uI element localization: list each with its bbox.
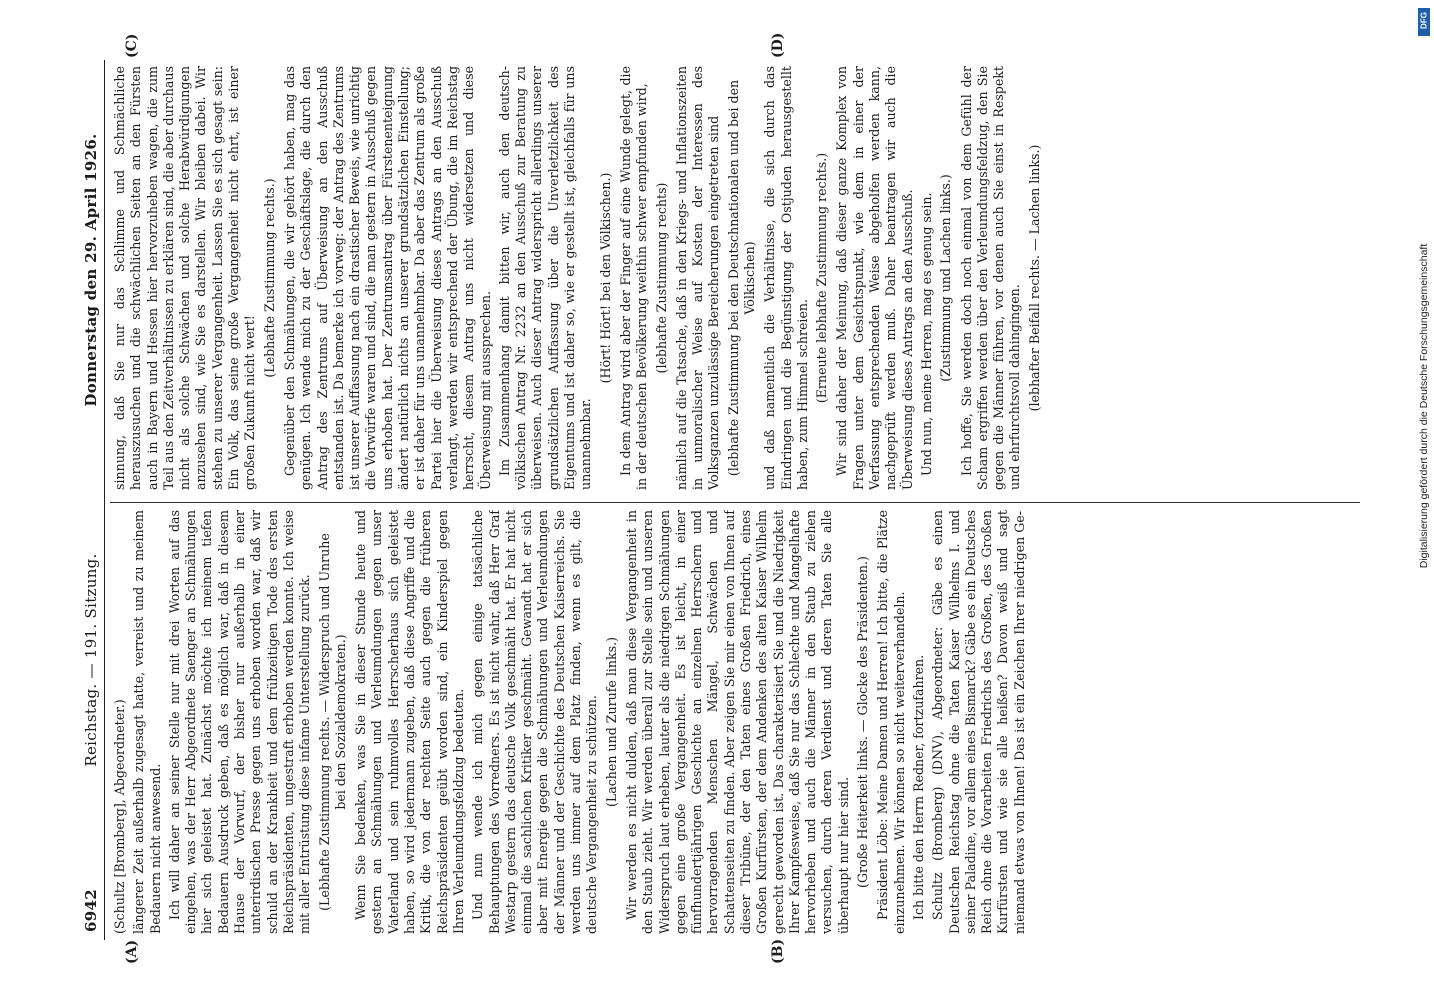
paragraph: nämlich auf die Tatsache, daß in den Kriegs- und Inflationszeiten in unmoralischer Weise auf Kosten der Interessen des Volksganzen unzulässige Bereicherungen eingetreten sind xyxy=(673,66,722,490)
paragraph: Präsident Löbe: Meine Damen und Herren! Ich bitte, die Plätze einzunehmen. Wir können so nicht weiterverhandeln. xyxy=(875,510,907,934)
paragraph: Gegenüber den Schmähungen, die wir gehört haben, mag das genügen. Ich wende mich zu der Geschäftslage, die durch den Antrag des Zentrums auf Überweisung an den Ausschuß entstanden ist. Da bemerke ich vorweg: der Antrag des Zentrums ist unserer Auffassung nach ein drastischer Beweis, wie unrichtig die Vorwürfe waren und sind, die man gestern in Ausschuß gegen uns erhoben hat. Der Zentrumsantrag über Fürstenenteignung ändert natürlich nichts an unserer grundsätzlichen Einstellung; er ist daher für uns unannehmbar. Da aber das Zentrum als große Partei hier die Überweisung dieses Antrags an den Ausschuß verlangt, werden wir entsprechend der Übung, die im Reichstag herrscht, diesem Antrag uns nicht widersetzen und diese Überweisung mit aussprechen. xyxy=(281,66,493,490)
margin-marker-a: (A) xyxy=(124,939,140,964)
paragraph: Im Zusammenhang damit bitten wir, auch den deutsch-völkischen Antrag Nr. 2232 an den Ausschuß zur Beratung zu überweisen. Auch dieser Antrag widerspricht allerdings unserer grundsätzlichen Auffassung über die Unverletzlichkeit des Eigentums und ist daher so, wie er gestellt ist, gleichfalls für uns unannehmbar. xyxy=(496,66,594,490)
margin-marker-c: (C) xyxy=(124,33,140,58)
paragraph: Wir sind daher der Meinung, daß dieser ganze Komplex von Fragen unter dem Gesichtspunkt, wie dem in einer der Verfassung entsprechenden Weise abgeholfen werden kann, nachgeprüft werden muß. Daher beantragen wir auch die Überweisung dieses Antrags an den Ausschuß. xyxy=(834,66,915,490)
paragraph: Und nun, meine Herren, mag es genug sein. xyxy=(918,192,934,476)
paragraph: Ich hoffe, Sie werden doch noch einmal von dem Gefühl der Scham ergriffen werden über den Verleumdungsfeldzug, den Sie gegen die Männer führen, vor denen auch Sie einst in Respekt und ehrfurchtsvoll dahingingen. xyxy=(958,66,1023,490)
paragraph: In dem Antrag wird aber der Finger auf eine Wunde gelegt, die in der deutschen Bevölkerung weithin schwer empfunden wird, xyxy=(617,66,650,490)
stage-direction: (lebhafte Zustimmung rechts) xyxy=(653,182,669,374)
stage-direction: (Hört! Hört! bei den Völkischen.) xyxy=(597,172,613,384)
paragraph: Und nun wende ich mich gegen einige tatsächliche Behauptungen des Vorredners. Es ist nicht wahr, daß Herr Graf Westarp gestern das deutsche Volk geschmäht hat. Er hat nicht einmal die sachlichen Kritiker geschmäht. Gewandt hat er sich aber mit Energie gegen die Schmähungen und Verleumdungen der Männer und der Geschichte des Deutschen Kaiserreichs. Sie werden uns immer auf dem Platz finden, wenn es gilt, die deutsche Vergangenheit zu schützen. xyxy=(470,510,600,934)
stage-direction: (Erneute lebhafte Zustimmung rechts.) xyxy=(814,152,830,404)
paragraph: Ich bitte den Herrn Redner, fortzufahren. xyxy=(910,654,926,920)
stage-direction: (Lebhafte Zustimmung rechts.) xyxy=(261,178,277,378)
margin-marker-d: (D) xyxy=(770,32,786,58)
document-page xyxy=(80,32,1370,964)
stage-direction: (Große Heiterkeit links. — Glocke des Präsidenten.) xyxy=(855,556,871,888)
rotated-page-content xyxy=(80,32,1370,964)
column-divider xyxy=(110,502,1360,503)
margin-marker-b: (B) xyxy=(770,938,786,964)
paragraph: Wir werden es nicht dulden, daß man diese Vergangenheit in den Staub zieht. Wir werden überall zur Stelle sein und unseren Widerspruch laut erheben, lauter als die niedrigen Schmähungen gegen eine große Vergangenheit. Es ist leicht, in einer fünfhundertjährigen Geschichte an einzelnen Herrschern und hervorragenden Menschen Mängel, Schwächen und Schattenseiten zu finden. Aber zeigen Sie mir einen von Ihnen auf dieser Tribüne, der den Taten eines Großen Friedrich, eines Großen Kurfürsten, der dem Andenken des alten Kaiser Wilhelm gerecht geworden ist. Das charakterisiert Sie und die Niedrigkeit Ihrer Kampfesweise, daß Sie nur das Schlechte und Mangelhafte hervorheben und auch die Männer in den Staub zu ziehen versuchen, durch deren Verdienst und deren Taten Sie alle überhaupt nur hier sind. xyxy=(623,510,851,934)
paragraph: Ich will daher an seiner Stelle nur mit drei Worten auf das eingehen, was der Herr Abgeordnete Saenger an Schmähungen hier sich geleistet hat. Zunächst möchte ich meinem tiefen Bedauern Ausdruck geben, daß es möglich war, daß in diesem Hause der Vorwurf, der bisher nur außerhalb in einer unterirdischen Presse gegen uns erhoben worden war, daß wir schuld an der Krankheit und dem frühzeitigen Tode des ersten Reichspräsidenten, ungestraft erhoben werden konnte. Ich weise mit aller Entrüstung diese infame Unterstellung zurück. xyxy=(166,510,313,934)
stage-direction: (lebhafter Beifall rechts. — Lachen links.) xyxy=(1026,144,1042,412)
paragraph: längerer Zeit außerhalb zugesagt hatte, verreist und zu meinem Bedauern nicht anwesend. xyxy=(131,510,163,934)
page-number: 6942 xyxy=(82,889,100,932)
stage-direction: (lebhafte Zustimmung bei den Deutschnationalen und bei den Völkischen) xyxy=(725,79,757,477)
paragraph: Schultz (Bromberg) (DNV), Abgeordneter: Gäbe es einen Deutschen Reichstag ohne die Taten Kaiser Wilhelms I. und seiner Paladine, vor allem eines Bismarck? Gäbe es ein Deutsches Reich ohne die Vorarbeiten Friedrichs des Großen, des Großen Kurfürsten und wie sie alle heißen? Davon weiß und sagt niemand etwas von Ihnen! Das ist ein Zeichen Ihrer niedrigen Ge- xyxy=(930,510,1027,934)
right-column xyxy=(112,66,1362,490)
stage-direction: (Zustimmung und Lachen links.) xyxy=(938,174,954,382)
stage-direction: (Lebhafte Zustimmung rechts. — Widerspruch und Unruhe bei den Sozialdemokraten.) xyxy=(316,533,348,911)
paragraph: und daß namentlich die Verhältnisse, die sich durch das Eindringen und die Begünstigung der Ostjuden herausgestellt haben, zum Himmel schreien. xyxy=(762,66,810,490)
running-head xyxy=(80,60,104,940)
paragraph: sinnung, daß Sie nur das Schlimme und Schmächliche herauszusuchen und die schwächlichen Seiten an den Fürsten auch in Bayern und Hessen hier hervorzuheben wagen, die zum Teil aus den Zeitverhältnissen zu erklären sind, die aber durchaus nicht als solche Schwächen und solche Herabwürdigungen anzusehen sind, wie Sie es darstellen. Wir bleiben dabei. Wir stehen zu unserer Vergangenheit. Lassen Sie es sich gesagt sein: Ein Volk, das seine große Vergangenheit nicht ehrt, ist einer großen Zukunft nicht wert! xyxy=(112,66,258,490)
session-date: Donnerstag den 29. April 1926. xyxy=(82,133,100,407)
stage-direction: (Lachen und Zurufe links.) xyxy=(603,636,619,808)
credit-text: Digitalisierung gefördert durch die Deutsche Forschungsgemeinschaft xyxy=(1418,243,1430,569)
session-title: Reichstag. — 191. Sitzung. xyxy=(82,553,100,767)
header-rule xyxy=(104,60,105,940)
paragraph: Wenn Sie bedenken, was Sie in dieser Stunde heute und gestern an Schmähungen und Verleumdungen gegen unser Vaterland und sein ruhmvolles Herrscherhaus sich geleistet haben, so wird jedermann zugeben, daß diese Angriffe und die Kritik, die von der rechten Seite auch gegen die früheren Reichspräsidenten geübt worden sind, ein Kinderspiel gegen Ihren Verleumdungsfeldzug bedeuten. xyxy=(353,510,466,934)
dfg-logo: DFG xyxy=(1418,8,1430,36)
digitization-credit xyxy=(1416,8,1430,808)
paragraph: (Schultz [Bromberg], Abgeordneter.) xyxy=(112,699,127,934)
left-column xyxy=(112,510,1362,934)
